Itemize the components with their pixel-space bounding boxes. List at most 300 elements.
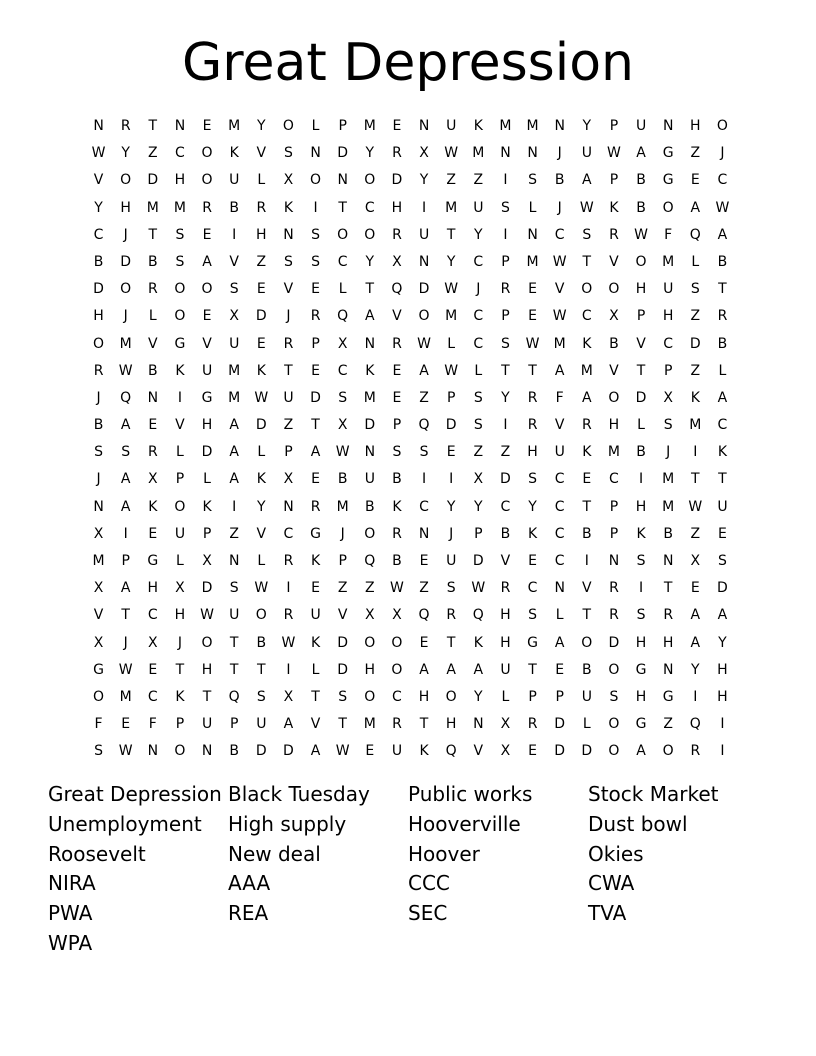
grid-letter: O bbox=[581, 281, 593, 298]
grid-letter: W bbox=[688, 498, 703, 515]
grid-letter: V bbox=[256, 525, 267, 542]
grid-letter: D bbox=[554, 743, 566, 760]
grid-letter: H bbox=[256, 226, 267, 243]
grid-letter: J bbox=[96, 389, 101, 406]
grid-letter: P bbox=[663, 362, 673, 379]
grid-letter: E bbox=[392, 118, 402, 134]
grid-letter: O bbox=[608, 389, 620, 406]
grid-letter: T bbox=[338, 716, 347, 733]
grid-letter: I bbox=[584, 553, 589, 569]
grid-letter: T bbox=[311, 688, 320, 705]
grid-letter: K bbox=[148, 498, 158, 515]
grid-letter: X bbox=[175, 580, 185, 597]
grid-letter: I bbox=[503, 417, 508, 434]
grid-letter: I bbox=[638, 580, 644, 597]
grid-letter: E bbox=[582, 471, 592, 488]
grid-letter: O bbox=[93, 688, 105, 705]
grid-letter: N bbox=[364, 335, 376, 352]
grid-letter: C bbox=[147, 688, 158, 705]
grid-letter: L bbox=[311, 661, 320, 678]
grid-row bbox=[85, 602, 736, 629]
grid-letter: C bbox=[554, 525, 565, 542]
grid-letter: P bbox=[202, 525, 212, 542]
grid-letter: T bbox=[446, 634, 456, 651]
grid-letter: S bbox=[175, 226, 185, 243]
grid-letter: T bbox=[175, 661, 185, 678]
grid-row bbox=[85, 494, 736, 521]
grid-letter: B bbox=[256, 634, 267, 651]
grid-letter: W bbox=[335, 743, 350, 760]
grid-letter: C bbox=[554, 498, 565, 515]
word-list-item: CCC bbox=[408, 871, 450, 896]
grid-letter: N bbox=[364, 444, 376, 461]
grid-letter: D bbox=[255, 417, 267, 434]
grid-letter: H bbox=[445, 716, 457, 733]
grid-letter: K bbox=[310, 634, 321, 651]
grid-letter: V bbox=[609, 253, 619, 270]
grid-letter: V bbox=[93, 172, 104, 189]
grid-letter: K bbox=[527, 525, 538, 542]
grid-row bbox=[85, 738, 736, 765]
grid-letter: W bbox=[552, 308, 567, 325]
grid-letter: B bbox=[337, 471, 348, 488]
grid-letter: V bbox=[609, 362, 619, 379]
grid-letter: R bbox=[392, 145, 402, 162]
grid-letter: U bbox=[446, 553, 457, 569]
grid-letter: V bbox=[636, 335, 646, 352]
grid-letter: X bbox=[148, 634, 158, 651]
grid-letter: E bbox=[365, 743, 375, 760]
grid-letter: N bbox=[147, 389, 159, 406]
grid-letter: V bbox=[554, 417, 565, 434]
grid-letter: Y bbox=[446, 253, 456, 270]
grid-letter: H bbox=[635, 688, 647, 705]
grid-letter: Y bbox=[257, 498, 266, 515]
grid-letter: E bbox=[690, 172, 700, 189]
grid-letter: V bbox=[283, 281, 294, 298]
grid-letter: U bbox=[554, 444, 565, 461]
grid-letter: R bbox=[283, 553, 294, 569]
grid-letter: X bbox=[283, 172, 294, 189]
grid-letter: U bbox=[635, 118, 647, 134]
grid-letter: G bbox=[174, 335, 186, 352]
grid-letter: W bbox=[281, 634, 296, 651]
grid-letter: P bbox=[446, 389, 456, 406]
grid-letter: U bbox=[229, 172, 240, 189]
grid-letter: P bbox=[609, 172, 619, 189]
grid-letter: A bbox=[554, 362, 565, 379]
grid-letter: X bbox=[365, 607, 375, 624]
grid-letter: E bbox=[148, 661, 158, 678]
grid-row bbox=[85, 412, 736, 439]
grid-letter: N bbox=[608, 553, 620, 569]
grid-letter: U bbox=[310, 607, 321, 624]
grid-letter: Q bbox=[391, 281, 403, 298]
grid-letter: X bbox=[663, 389, 673, 406]
grid-letter: P bbox=[175, 716, 185, 733]
grid-letter: A bbox=[120, 498, 131, 515]
grid-letter: O bbox=[174, 308, 186, 325]
grid-letter: S bbox=[636, 553, 646, 569]
grid-letter: N bbox=[554, 118, 565, 134]
grid-letter: H bbox=[662, 308, 674, 325]
word-list-item: Great Depression bbox=[48, 782, 222, 806]
grid-letter: A bbox=[582, 172, 592, 189]
grid-letter: F bbox=[664, 226, 673, 243]
grid-letter: S bbox=[582, 226, 592, 243]
grid-letter: K bbox=[419, 743, 429, 760]
grid-letter: A bbox=[229, 417, 239, 434]
grid-letter: P bbox=[229, 716, 239, 733]
grid-letter: M bbox=[445, 308, 458, 325]
grid-letter: H bbox=[500, 607, 511, 624]
grid-letter: U bbox=[201, 362, 213, 379]
grid-letter: U bbox=[663, 281, 674, 298]
grid-letter: P bbox=[284, 444, 293, 461]
grid-letter: Q bbox=[364, 553, 376, 569]
grid-letter: N bbox=[228, 553, 240, 569]
grid-letter: Q bbox=[337, 308, 349, 325]
grid-letter: W bbox=[552, 253, 567, 270]
grid-letter: H bbox=[690, 118, 701, 134]
grid-letter: L bbox=[718, 362, 727, 379]
grid-letter: T bbox=[229, 661, 239, 678]
grid-letter: V bbox=[256, 145, 267, 162]
grid-letter: J bbox=[123, 634, 128, 651]
grid-letter: A bbox=[636, 145, 646, 162]
grid-letter: G bbox=[662, 145, 674, 162]
grid-letter: A bbox=[636, 743, 646, 760]
grid-letter: R bbox=[609, 226, 619, 243]
grid-letter: I bbox=[421, 471, 427, 488]
word-list-item: CWA bbox=[588, 871, 635, 896]
grid-letter: S bbox=[94, 743, 103, 760]
grid-letter: X bbox=[93, 525, 104, 542]
grid-letter: M bbox=[526, 253, 539, 270]
grid-letter: H bbox=[635, 634, 647, 651]
grid-letter: O bbox=[255, 607, 267, 624]
grid-letter: O bbox=[282, 118, 294, 134]
grid-letter: L bbox=[257, 553, 266, 569]
grid-letter: W bbox=[335, 444, 350, 461]
grid-letter: M bbox=[228, 389, 241, 406]
grid-letter: P bbox=[474, 525, 483, 542]
grid-letter: K bbox=[365, 362, 375, 379]
grid-letter: D bbox=[147, 172, 159, 189]
grid-letter: C bbox=[337, 362, 348, 379]
grid-letter: H bbox=[717, 688, 728, 705]
grid-letter: C bbox=[419, 498, 429, 515]
grid-letter: R bbox=[256, 199, 267, 216]
grid-letter: O bbox=[201, 145, 213, 162]
grid-letter: D bbox=[635, 389, 647, 406]
grid-letter: K bbox=[175, 362, 185, 379]
grid-letter: S bbox=[500, 335, 510, 352]
grid-letter: T bbox=[528, 362, 537, 379]
grid-letter: S bbox=[338, 688, 348, 705]
grid-letter: T bbox=[501, 362, 510, 379]
grid-letter: R bbox=[500, 281, 511, 298]
grid-letter: L bbox=[528, 199, 537, 216]
grid-letter: Y bbox=[419, 172, 429, 189]
grid-letter: O bbox=[391, 661, 403, 678]
grid-letter: U bbox=[174, 525, 186, 542]
grid-letter: O bbox=[364, 525, 376, 542]
grid-letter: A bbox=[717, 607, 728, 624]
grid-letter: Y bbox=[501, 389, 510, 406]
grid-letter: H bbox=[500, 634, 511, 651]
word-list-item: TVA bbox=[588, 901, 627, 926]
grid-letter: W bbox=[715, 199, 730, 216]
grid-letter: S bbox=[528, 172, 537, 189]
grid-row bbox=[85, 521, 736, 548]
grid-letter: W bbox=[200, 607, 214, 624]
grid-letter: S bbox=[94, 444, 103, 461]
grid-letter: P bbox=[555, 688, 564, 705]
grid-letter: J bbox=[720, 145, 725, 162]
grid-letter: O bbox=[93, 335, 105, 352]
grid-letter: M bbox=[662, 471, 675, 488]
grid-letter: W bbox=[390, 580, 404, 597]
grid-letter: R bbox=[392, 525, 402, 542]
grid-letter: H bbox=[527, 444, 538, 461]
grid-letter: D bbox=[255, 743, 267, 760]
grid-letter: D bbox=[391, 172, 403, 189]
grid-letter: L bbox=[582, 716, 591, 733]
grid-letter: D bbox=[93, 281, 104, 298]
grid-letter: U bbox=[391, 743, 403, 760]
grid-letter: B bbox=[554, 172, 565, 189]
grid-letter: N bbox=[418, 525, 430, 542]
grid-letter: V bbox=[202, 335, 212, 352]
grid-row bbox=[85, 630, 736, 657]
grid-row bbox=[85, 358, 736, 385]
grid-letter: W bbox=[607, 145, 621, 162]
grid-letter: E bbox=[528, 281, 537, 298]
grid-letter: L bbox=[691, 253, 700, 270]
grid-letter: A bbox=[419, 362, 429, 379]
grid-letter: X bbox=[500, 716, 511, 733]
grid-letter: Z bbox=[283, 417, 294, 434]
grid-letter: B bbox=[148, 362, 158, 379]
grid-letter: R bbox=[690, 743, 701, 760]
grid-letter: L bbox=[257, 444, 266, 461]
grid-letter: K bbox=[473, 118, 483, 134]
grid-letter: D bbox=[689, 335, 701, 352]
grid-letter: A bbox=[120, 471, 131, 488]
grid-letter: N bbox=[174, 118, 186, 134]
grid-letter: V bbox=[93, 607, 104, 624]
grid-letter: O bbox=[391, 634, 403, 651]
grid-letter: E bbox=[202, 308, 212, 325]
grid-letter: W bbox=[91, 145, 106, 162]
grid-letter: N bbox=[201, 743, 213, 760]
grid-letter: N bbox=[418, 253, 430, 270]
grid-letter: A bbox=[365, 308, 375, 325]
grid-letter: M bbox=[662, 253, 675, 270]
grid-letter: Z bbox=[690, 362, 701, 379]
grid-letter: X bbox=[690, 553, 701, 569]
grid-letter: S bbox=[473, 417, 483, 434]
grid-letter: A bbox=[582, 389, 592, 406]
grid-letter: E bbox=[121, 716, 131, 733]
grid-letter: M bbox=[553, 335, 566, 352]
grid-letter: P bbox=[121, 553, 130, 569]
grid-letter: K bbox=[609, 199, 619, 216]
grid-letter: Q bbox=[228, 688, 240, 705]
grid-letter: D bbox=[554, 716, 566, 733]
grid-letter: E bbox=[528, 743, 537, 760]
grid-letter: Y bbox=[121, 145, 130, 162]
grid-letter: P bbox=[392, 417, 402, 434]
grid-letter: H bbox=[364, 661, 376, 678]
grid-letter: R bbox=[500, 580, 511, 597]
grid-letter: Z bbox=[256, 253, 267, 270]
grid-letter: K bbox=[582, 444, 592, 461]
grid-letter: F bbox=[148, 716, 157, 733]
grid-letter: L bbox=[338, 281, 347, 298]
grid-letter: D bbox=[608, 634, 620, 651]
grid-row bbox=[85, 195, 736, 222]
grid-letter: O bbox=[608, 281, 620, 298]
grid-letter: B bbox=[609, 335, 619, 352]
grid-letter: V bbox=[337, 607, 348, 624]
grid-letter: M bbox=[228, 118, 241, 134]
grid-letter: Z bbox=[663, 716, 673, 733]
grid-letter: W bbox=[254, 580, 269, 597]
grid-letter: E bbox=[718, 525, 727, 542]
grid-row bbox=[85, 466, 736, 493]
grid-letter: C bbox=[147, 607, 158, 624]
grid-letter: P bbox=[311, 335, 320, 352]
grid-letter: N bbox=[310, 145, 321, 162]
grid-letter: O bbox=[310, 172, 322, 189]
grid-letter: A bbox=[310, 743, 321, 760]
grid-letter: A bbox=[717, 226, 728, 243]
grid-letter: C bbox=[500, 498, 511, 515]
grid-letter: T bbox=[446, 226, 456, 243]
grid-letter: D bbox=[283, 743, 294, 760]
grid-letter: J bbox=[123, 226, 128, 243]
grid-letter: K bbox=[256, 362, 266, 379]
grid-letter: I bbox=[503, 226, 508, 243]
grid-letter: P bbox=[609, 118, 619, 134]
grid-letter: I bbox=[232, 226, 237, 243]
grid-letter: D bbox=[310, 389, 321, 406]
grid-letter: O bbox=[364, 634, 376, 651]
grid-letter: O bbox=[201, 172, 213, 189]
grid-letter: A bbox=[690, 634, 701, 651]
grid-letter: C bbox=[554, 553, 565, 569]
grid-letter: C bbox=[392, 688, 402, 705]
word-list-item: SEC bbox=[408, 901, 448, 926]
word-list-item: High supply bbox=[228, 811, 347, 836]
grid-letter: I bbox=[693, 444, 698, 461]
grid-letter: M bbox=[363, 118, 376, 134]
grid-letter: H bbox=[608, 417, 620, 434]
grid-letter: O bbox=[174, 743, 186, 760]
grid-letter: M bbox=[119, 335, 132, 352]
grid-letter: B bbox=[229, 199, 239, 216]
grid-letter: T bbox=[202, 688, 212, 705]
grid-letter: N bbox=[283, 226, 294, 243]
grid-letter: D bbox=[201, 580, 213, 597]
grid-letter: X bbox=[609, 308, 619, 325]
grid-letter: M bbox=[336, 498, 349, 515]
grid-letter: V bbox=[554, 281, 565, 298]
grid-letter: A bbox=[202, 253, 212, 270]
grid-letter: L bbox=[555, 607, 564, 624]
grid-letter: U bbox=[581, 688, 592, 705]
grid-letter: J bbox=[177, 634, 182, 651]
grid-letter: S bbox=[229, 580, 239, 597]
grid-letter: V bbox=[175, 417, 185, 434]
grid-letter: Z bbox=[690, 145, 701, 162]
grid-letter: Y bbox=[365, 145, 375, 162]
grid-letter: M bbox=[580, 362, 593, 379]
grid-letter: W bbox=[417, 335, 431, 352]
grid-letter: R bbox=[446, 607, 457, 624]
grid-letter: O bbox=[581, 634, 593, 651]
grid-letter: A bbox=[690, 607, 701, 624]
grid-letter: E bbox=[311, 281, 320, 298]
grid-row bbox=[85, 140, 736, 167]
grid-letter: I bbox=[421, 199, 427, 216]
grid-letter: F bbox=[555, 389, 564, 406]
grid-letter: S bbox=[419, 444, 429, 461]
word-list-item: Hoover bbox=[408, 841, 480, 866]
grid-letter: R bbox=[527, 389, 538, 406]
grid-letter: C bbox=[554, 471, 565, 488]
grid-letter: K bbox=[202, 498, 212, 515]
grid-letter: L bbox=[637, 417, 645, 434]
grid-letter: A bbox=[690, 199, 701, 216]
grid-letter: B bbox=[392, 471, 402, 488]
grid-letter: G bbox=[662, 688, 674, 705]
grid-letter: N bbox=[662, 118, 674, 134]
word-list-item: AAA bbox=[228, 871, 271, 896]
grid-letter: C bbox=[93, 226, 104, 243]
grid-letter: Z bbox=[690, 308, 701, 325]
grid-row bbox=[85, 711, 736, 738]
grid-letter: U bbox=[446, 118, 457, 134]
grid-letter: Z bbox=[473, 444, 484, 461]
grid-letter: D bbox=[581, 743, 593, 760]
grid-letter: M bbox=[119, 688, 132, 705]
grid-letter: W bbox=[444, 362, 459, 379]
grid-letter: S bbox=[175, 253, 185, 270]
grid-letter: O bbox=[337, 226, 349, 243]
grid-letter: S bbox=[283, 253, 293, 270]
grid-letter: X bbox=[202, 553, 212, 569]
grid-letter: G bbox=[93, 661, 104, 678]
grid-letter: R bbox=[147, 444, 158, 461]
grid-row bbox=[85, 684, 736, 711]
grid-letter: T bbox=[582, 607, 592, 624]
grid-letter: T bbox=[636, 362, 646, 379]
grid-letter: X bbox=[392, 607, 402, 624]
grid-letter: S bbox=[636, 607, 646, 624]
grid-letter: Q bbox=[445, 743, 457, 760]
grid-letter: I bbox=[449, 471, 454, 488]
grid-letter: Z bbox=[419, 580, 429, 597]
grid-letter: V bbox=[582, 580, 592, 597]
grid-letter: E bbox=[202, 226, 212, 243]
grid-letter: U bbox=[256, 716, 267, 733]
grid-letter: J bbox=[340, 525, 345, 542]
grid-letter: J bbox=[666, 444, 671, 461]
grid-letter: T bbox=[718, 471, 727, 488]
